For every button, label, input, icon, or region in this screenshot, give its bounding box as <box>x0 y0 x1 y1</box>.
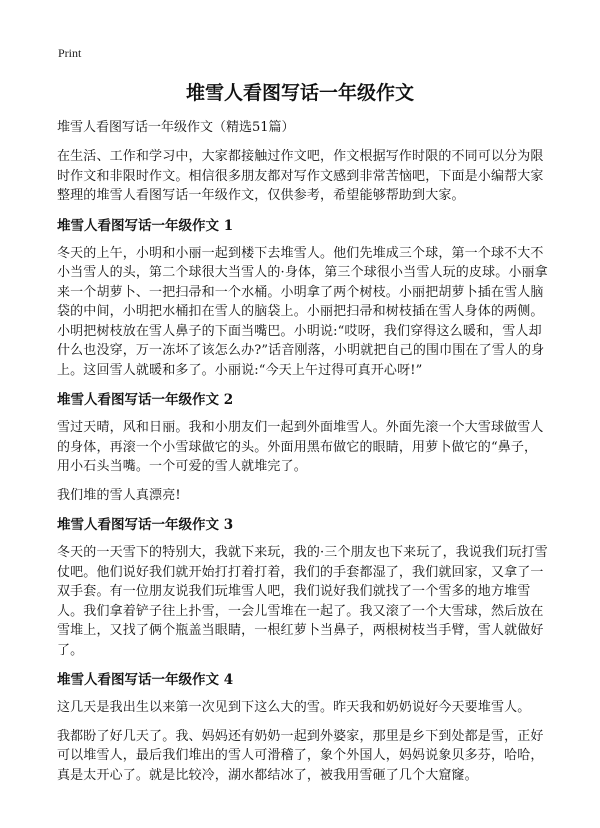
document-body <box>57 118 549 794</box>
section-paragraph: 我都盼了好几天了。我、妈妈还有奶奶一起到外婆家，那里是乡下到处都是雪，正好可以堆雪人，最后我们堆出的雪人可滑稽了，象个外国人，妈妈说象贝多芬，哈哈，真是太开心了。就是比较冷，湖水都结冰了，被我用雪砸了几个大窟窿。 <box>57 728 544 783</box>
section-paragraph: 这几天是我出生以来第一次见到下这么大的雪。昨天我和奶奶说好今天要堆雪人。 <box>57 700 531 715</box>
section-1 <box>57 217 549 381</box>
print-label[interactable]: Print <box>58 46 82 60</box>
section-3 <box>57 516 549 660</box>
intro-paragraph: 在生活、工作和学习中，大家都接触过作文吧，作文根据写作时限的不同可以分为限时作文和非限时作文。相信很多朋友都对写作文感到非常苦恼吧，下面是小编帮大家整理的堆雪人看图写话一年级作文，仅供参考，希望能够帮助到大家。 <box>57 149 544 203</box>
section-2 <box>57 391 549 505</box>
section-paragraph: 冬天的一天雪下的特别大，我就下来玩，我的·三个朋友也下来玩了，我说我们玩打雪仗吧。他们说好我们就开始打打着打着，我们的手套都湿了，我们就回家，又拿了一双手套。有一位朋友说我们玩堆雪人吧，我们说好我们就找了一个雪多的地方堆雪人。我们拿着铲子往上扑雪，一会儿雪堆在一起了。我又滚了一个大雪球，然后放在雪堆上，又找了俩个瓶盖当眼睛，一根红萝卜当鼻子，两根树枝当手臂，雪人就做好了。 <box>57 545 548 658</box>
section-paragraph: 冬天的上午，小明和小丽一起到楼下去堆雪人。他们先堆成三个球，第一个球不大不小当雪人的头，第二个球很大当雪人的·身体，第三个球很小当雪人玩的皮球。小丽拿来一个胡萝卜、一把扫帚和一个水桶。小明拿了两个树枝。小丽把胡萝卜插在雪人脑袋的中间，小明把水桶扣在雪人的脑袋上。小丽把扫帚和树枝插在雪人身体的两侧。小明把树枝放在雪人鼻子的下面当嘴巴。小明说:“哎呀，我们穿得这么暖和，雪人却什么也没穿，万一冻坏了该怎么办?”话音刚落，小明就把自己的围巾围在了雪人的身上。这回雪人就暖和多了。小丽说:“今天上午过得可真开心呀!” <box>57 245 548 378</box>
page-title: 堆雪人看图写话一年级作文 <box>185 82 414 104</box>
section-heading: 堆雪人看图写话一年级作文 4 <box>57 672 234 688</box>
section-heading: 堆雪人看图写话一年级作文 3 <box>57 517 234 533</box>
section-4 <box>57 671 549 785</box>
section-heading: 堆雪人看图写话一年级作文 2 <box>57 392 234 408</box>
document-subtitle: 堆雪人看图写话一年级作文（精选51篇） <box>57 120 295 135</box>
section-paragraph: 雪过天晴，风和日丽。我和小朋友们一起到外面堆雪人。外面先滚一个大雪球做雪人的身体，再滚一个小雪球做它的头。外面用黑布做它的眼睛，用萝卜做它的“鼻子，用小石头当嘴。一个可爱的雪人就堆完了。 <box>57 420 544 474</box>
section-heading: 堆雪人看图写话一年级作文 1 <box>57 217 234 234</box>
section-paragraph: 我们堆的雪人真漂亮! <box>57 487 181 503</box>
